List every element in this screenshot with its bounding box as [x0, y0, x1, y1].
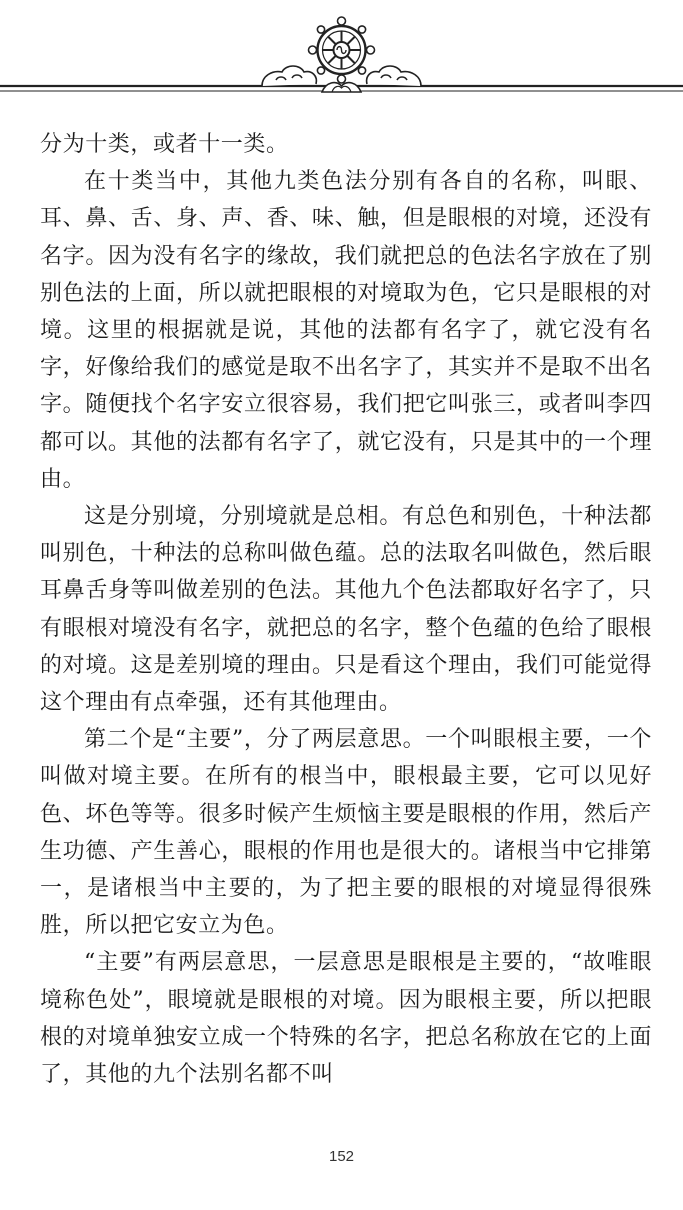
paragraph-3: 这是分别境，分别境就是总相。有总色和别色，十种法都叫别色，十种法的总称叫做色蕴。总的法取名叫做色，然后眼耳鼻舌身等叫做差别的色法。其他九个色法都取好名字了，只有眼根对境没有名字，就把总的名字，整个色蕴的色给了眼根的对境。这是差别境的理由。只是看这个理由，我们可能觉得这个理由有点牵强，还有其他理由。 — [40, 504, 652, 716]
page-header — [0, 0, 683, 110]
page-number: 152 — [328, 1148, 355, 1165]
dharma-wheel-icon — [309, 17, 375, 92]
paragraph-4: 第二个是“主要”，分了两层意思。一个叫眼根主要，一个叫做对境主要。在所有的根当中，眼根最主要，它可以见好色、坏色等等。很多时候产生烦恼主要是眼根的作用，然后产生功德、产生善心，眼根的作用也是很大的。诸根当中它排第一，是诸根当中主要的，为了把主要的眼根的对境显得很殊胜，所以把它安立为色。 — [40, 727, 652, 939]
cloud-left-icon — [262, 66, 316, 86]
paragraph-5: “主要”有两层意思，一层意思是眼根是主要的，“故唯眼境称色处”，眼境就是眼根的对境。因为眼根主要，所以把眼根的对境单独安立成一个特殊的名字，把总名称放在它的上面了，其他的九个法别名都不叫 — [40, 950, 652, 1088]
cloud-right-icon — [367, 66, 421, 86]
paragraph-1: 分为十类，或者十一类。 — [40, 132, 289, 157]
page-body — [40, 126, 652, 1093]
paragraph-2: 在十类当中，其他九类色法分别有各自的名称，叫眼、耳、鼻、舌、身、声、香、味、触，但是眼根的对境，还没有名字。因为没有名字的缘故，我们就把总的色法名字放在了别别色法的上面，所以就把眼根的对境取为色，它只是眼根的对境。这里的根据就是说，其他的法都有名字了，就它没有名字，好像给我们的感觉是取不出名字了，其实并不是取不出名字。随便找个名字安立很容易，我们把它叫张三，或者叫李四都可以。其他的法都有名字了，就它没有，只是其中的一个理由。 — [40, 169, 652, 492]
header-ornament — [0, 0, 683, 110]
